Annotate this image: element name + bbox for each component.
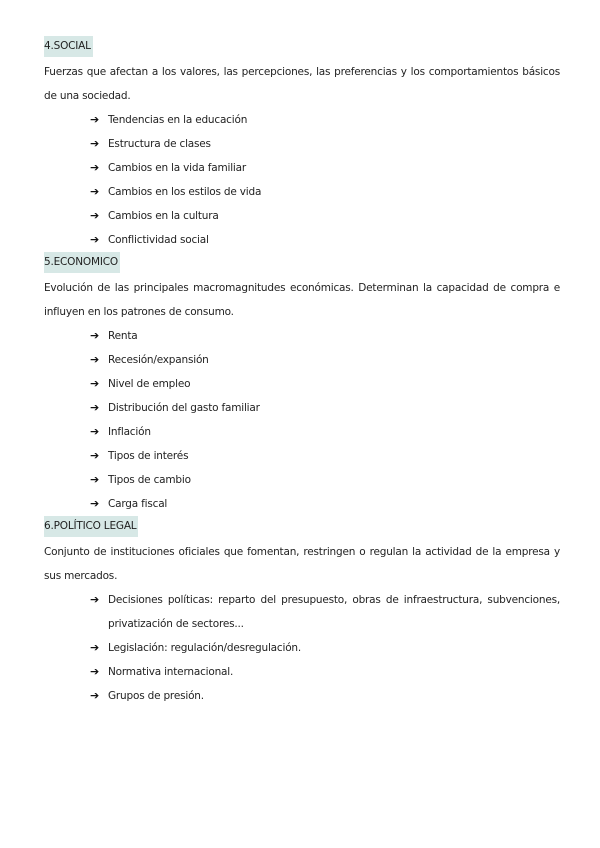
arrow-right-icon: ➔ bbox=[90, 137, 100, 150]
bullet-list-social bbox=[44, 108, 560, 252]
list-item bbox=[90, 636, 560, 660]
list-item-text: Cambios en la vida familiar bbox=[108, 162, 246, 174]
arrow-right-icon: ➔ bbox=[90, 233, 100, 246]
list-item-text: Inflación bbox=[108, 426, 151, 438]
list-item-text: Legislación: regulación/desregulación. bbox=[108, 642, 302, 654]
section-heading-social: 4.SOCIAL bbox=[44, 36, 93, 57]
arrow-right-icon: ➔ bbox=[90, 473, 100, 486]
arrow-right-icon: ➔ bbox=[90, 377, 100, 390]
list-item-text: Renta bbox=[108, 330, 138, 342]
list-item bbox=[90, 228, 560, 252]
arrow-right-icon: ➔ bbox=[90, 401, 100, 414]
list-item-text: Carga fiscal bbox=[108, 498, 168, 510]
arrow-right-icon: ➔ bbox=[90, 449, 100, 462]
list-item-text: Tipos de interés bbox=[108, 450, 189, 462]
list-item bbox=[90, 444, 560, 468]
list-item-text: Distribución del gasto familiar bbox=[108, 402, 260, 414]
section-description-social: Fuerzas que afectan a los valores, las percepciones, las preferencias y los comportamientos básicos de una sociedad. bbox=[44, 66, 560, 102]
section-heading-economico: 5.ECONOMICO bbox=[44, 252, 120, 273]
list-item bbox=[90, 204, 560, 228]
arrow-right-icon: ➔ bbox=[90, 689, 100, 702]
list-item bbox=[90, 132, 560, 156]
section-economico bbox=[44, 252, 560, 516]
section-heading-politico-legal: 6.POLÍTICO LEGAL bbox=[44, 516, 138, 537]
arrow-right-icon: ➔ bbox=[90, 161, 100, 174]
section-politico-legal bbox=[44, 516, 560, 708]
list-item bbox=[90, 684, 560, 708]
list-item bbox=[90, 372, 560, 396]
list-item-text: Tipos de cambio bbox=[108, 474, 191, 486]
arrow-right-icon: ➔ bbox=[90, 425, 100, 438]
list-item-text: Grupos de presión. bbox=[108, 690, 204, 702]
arrow-right-icon: ➔ bbox=[90, 329, 100, 342]
list-item-text: Cambios en la cultura bbox=[108, 210, 219, 222]
arrow-right-icon: ➔ bbox=[90, 497, 100, 510]
arrow-right-icon: ➔ bbox=[90, 353, 100, 366]
list-item bbox=[90, 396, 560, 420]
bullet-list-politico-legal bbox=[44, 588, 560, 708]
list-item-text: Recesión/expansión bbox=[108, 354, 209, 366]
section-description-politico-legal: Conjunto de instituciones oficiales que fomentan, restringen o regulan la actividad de la empresa y sus mercados. bbox=[44, 546, 560, 582]
list-item-text: Tendencias en la educación bbox=[108, 114, 248, 126]
list-item bbox=[90, 420, 560, 444]
arrow-right-icon: ➔ bbox=[90, 209, 100, 222]
list-item bbox=[90, 588, 560, 636]
list-item-text: Nivel de empleo bbox=[108, 378, 191, 390]
arrow-right-icon: ➔ bbox=[90, 185, 100, 198]
arrow-right-icon: ➔ bbox=[90, 641, 100, 654]
section-social bbox=[44, 36, 560, 252]
list-item-text: Cambios en los estilos de vida bbox=[108, 186, 262, 198]
section-description-economico: Evolución de las principales macromagnitudes económicas. Determinan la capacidad de compra e influyen en los patrones de consumo. bbox=[44, 282, 560, 318]
list-item-text: Decisiones políticas: reparto del presupuesto, obras de infraestructura, subvenciones, privatización de sectores... bbox=[108, 594, 560, 630]
list-item bbox=[90, 324, 560, 348]
arrow-right-icon: ➔ bbox=[90, 593, 100, 606]
list-item bbox=[90, 108, 560, 132]
list-item-text: Estructura de clases bbox=[108, 138, 211, 150]
list-item bbox=[90, 660, 560, 684]
list-item-text: Conflictividad social bbox=[108, 234, 209, 246]
list-item bbox=[90, 468, 560, 492]
list-item bbox=[90, 492, 560, 516]
arrow-right-icon: ➔ bbox=[90, 113, 100, 126]
list-item bbox=[90, 180, 560, 204]
bullet-list-economico bbox=[44, 324, 560, 516]
arrow-right-icon: ➔ bbox=[90, 665, 100, 678]
list-item-text: Normativa internacional. bbox=[108, 666, 234, 678]
list-item bbox=[90, 348, 560, 372]
list-item bbox=[90, 156, 560, 180]
